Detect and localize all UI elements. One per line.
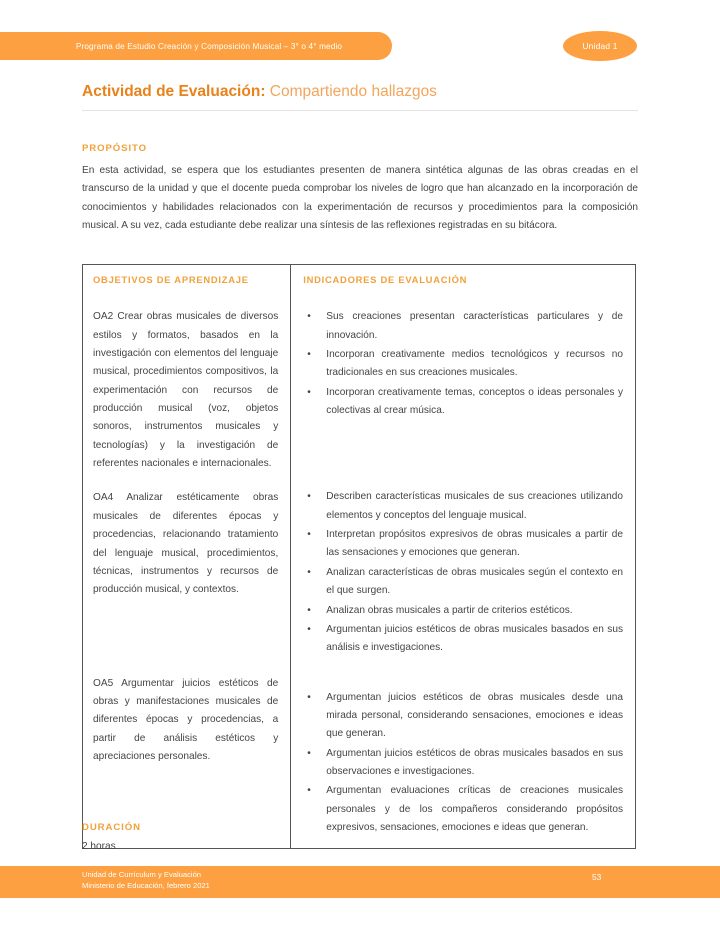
bullet-icon: • xyxy=(307,691,311,703)
indicadores-group-oa2 xyxy=(303,308,623,420)
footer-line-2: Ministerio de Educación, febrero 2021 xyxy=(82,881,210,891)
list-item xyxy=(303,564,623,601)
proposito-section xyxy=(82,143,638,235)
indicadores-group-oa5 xyxy=(303,689,623,838)
list-item xyxy=(303,621,623,658)
list-item-text: Interpretan propósitos expresivos de obras musicales a partir de las sensaciones y emociones que generan. xyxy=(326,529,623,559)
objetivos-indicadores-table xyxy=(82,264,636,849)
duracion-value: 2 horas xyxy=(82,841,116,852)
list-item xyxy=(303,689,623,744)
bullet-icon: • xyxy=(307,491,311,503)
list-item xyxy=(303,488,623,525)
list-item-text: Incorporan creativamente temas, conceptos o ideas personales y colectivas al crear música. xyxy=(326,386,623,417)
page-title-separator: : xyxy=(260,83,270,100)
bullet-icon: • xyxy=(307,623,311,635)
list-item-text: Argumentan juicios estéticos de obras musicales desde una mirada personal, considerando sensaciones, emociones e ideas que generan. xyxy=(326,691,623,740)
objetivos-column xyxy=(83,265,291,848)
indicadores-list xyxy=(303,689,623,838)
indicadores-group-oa4 xyxy=(303,488,623,657)
proposito-label: PROPÓSITO xyxy=(82,143,147,154)
list-item-text: Argumentan juicios estéticos de obras musicales basados en sus análisis e investigaciones. xyxy=(326,623,623,654)
bullet-icon: • xyxy=(307,566,311,578)
bullet-icon: • xyxy=(307,311,311,323)
objetivo-oa4: OA4 Analizar estéticamente obras musicales de diferentes épocas y procedencias, relacionando tratamiento del lenguaje musical, procedimientos, técnicas, instrumentos y recursos de producción musical, y contextos. xyxy=(93,492,279,596)
list-item xyxy=(303,346,623,383)
unit-badge xyxy=(563,31,637,61)
bullet-icon: • xyxy=(307,747,311,759)
indicadores-column-header: INDICADORES DE EVALUACIÓN xyxy=(303,274,468,285)
list-item-text: Argumentan evaluaciones críticas de creaciones musicales personales y de los compañeros considerando propósitos expresivos, sensaciones, emociones e ideas que generan. xyxy=(326,785,623,834)
list-item-text: Incorporan creativamente medios tecnológicos y recursos no tradicionales en sus creaciones musicales. xyxy=(326,348,623,379)
indicadores-groups xyxy=(303,308,623,837)
list-item xyxy=(303,384,623,421)
footer-line-1: Unidad de Currículum y Evaluación xyxy=(82,870,202,879)
list-item xyxy=(303,745,623,782)
list-item-text: Argumentan juicios estéticos de obras musicales basados en sus observaciones e investigaciones. xyxy=(326,747,623,778)
objetivos-list xyxy=(93,308,278,766)
indicadores-column xyxy=(291,265,635,848)
proposito-text: En esta actividad, se espera que los estudiantes presenten de manera sintética algunas de las obras creadas en el transcurso de la unidad y que el docente pueda comprobar los niveles de logro que han alcanzado en la incorporación de conocimientos y habilidades relacionados con la experimentación de recursos y procedimientos para la composición musical. A su vez, cada estudiante debe realizar una síntesis de las reflexiones registradas en su bitácora. xyxy=(82,165,638,232)
duracion-label: DURACIÓN xyxy=(82,822,141,833)
indicadores-list xyxy=(303,308,623,420)
bullet-icon: • xyxy=(307,348,311,360)
objetivo-oa2: OA2 Crear obras musicales de diversos estilos y formatos, basados en la investigación con elementos del lenguaje musical, procedimientos compositivos, la experimentación con recursos de producción musical (voz, objetos sonoros, instrumentos musicales y tecnologías) y la investigación de referentes nacionales e internacionales. xyxy=(93,311,279,470)
list-item xyxy=(303,308,623,345)
page-title xyxy=(82,82,638,101)
bullet-icon: • xyxy=(307,604,311,616)
indicadores-list xyxy=(303,488,623,657)
page-title-strong: Actividad de Evaluación xyxy=(82,83,261,100)
objetivos-column-header: OBJETIVOS DE APRENDIZAJE xyxy=(93,274,249,285)
objetivo-oa5: OA5 Argumentar juicios estéticos de obras y manifestaciones musicales de diferentes épocas y procedencias, a partir de análisis estéticos y apreciaciones personales. xyxy=(93,677,279,763)
bullet-icon: • xyxy=(307,386,311,398)
list-item-text: Analizan características de obras musicales según el contexto en el que surgen. xyxy=(326,566,623,597)
list-item xyxy=(303,526,623,563)
bullet-icon: • xyxy=(307,529,311,541)
unit-badge-label: Unidad 1 xyxy=(582,41,618,51)
footer-organization xyxy=(82,869,210,892)
page-number: 53 xyxy=(592,872,602,882)
list-item xyxy=(303,602,623,620)
duracion-section xyxy=(82,822,638,854)
page-title-light: Compartiendo hallazgos xyxy=(269,83,437,100)
list-item-text: Describen características musicales de sus creaciones utilizando elementos y conceptos del lenguaje musical. xyxy=(326,491,623,521)
bullet-icon: • xyxy=(307,785,311,797)
list-item-text: Analizan obras musicales a partir de criterios estéticos. xyxy=(326,604,573,616)
title-divider xyxy=(82,110,638,111)
program-header-band xyxy=(0,32,392,60)
list-item-text: Sus creaciones presentan características particulares y de innovación. xyxy=(326,311,623,341)
program-header-text: Programa de Estudio Creación y Composición Musical – 3° o 4° medio xyxy=(75,41,343,51)
